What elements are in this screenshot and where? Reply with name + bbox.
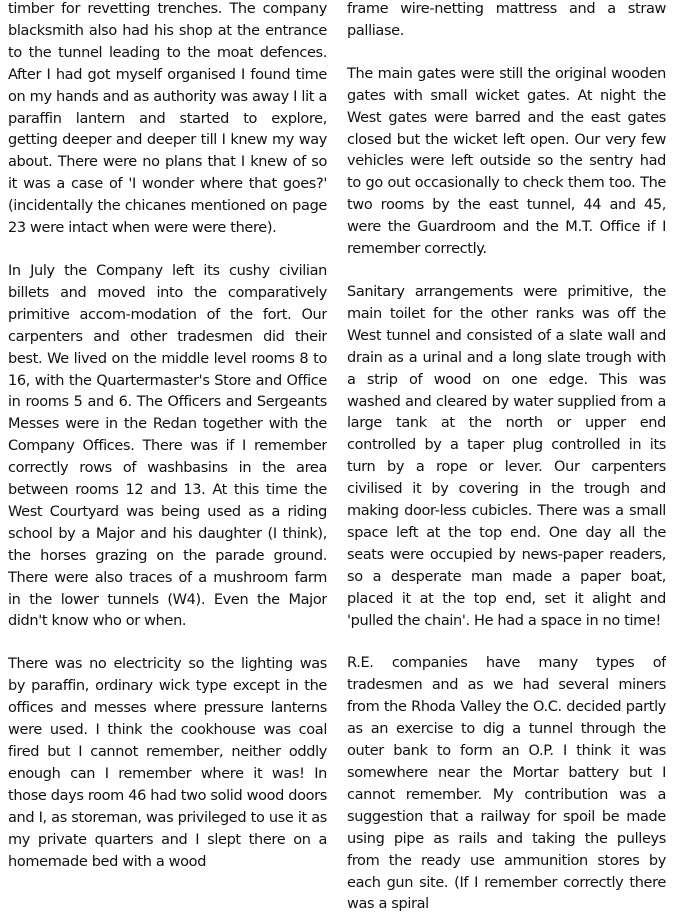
paragraph: The main gates were still the original wooden gates with small wicket gates. At night the West gates were barred and the east gates closed but the wicket left open. Our very few vehicles were left outside so the sentry had to go out occasionally to check them too. The two rooms by the east tunnel, 44 and 45, were the Guardroom and the M.T. Office if I remember correctly. — [347, 65, 666, 258]
right-column — [347, 0, 666, 913]
left-column — [8, 0, 327, 913]
paragraph: There was no electricity so the lighting was by paraffin, ordinary wick type except in the offices and messes where pressure lanterns were used. I think the cookhouse was coal fired but I cannot remember, neither oddly enough can I remember where it was! In those days room 46 had two solid wood doors and I, as storeman, was privileged to use it as my private quarters and I slept there on a homemade bed with a wood — [8, 656, 327, 870]
paragraph: R.E. companies have many types of tradesmen and as we had several miners from the Rhoda Valley the O.C. decided partly as an exercise to dig a tunnel through the outer bank to form an O.P. I think it was somewhere near the Mortar battery but I cannot remember. My contribution was a suggestion that a railway for spoil be made using pipe as rails and taking the pulleys from the ready use ammunition stores by each gun site. (If I remember correctly there was a spiral — [347, 655, 666, 913]
paragraph: timber for revetting trenches. The company blacksmith also had his shop at the entrance to the tunnel leading to the moat defences. After I had got myself organised I found time on my hands and as authority was away I lit a paraffin lantern and started to explore, getting deeper and deeper till I knew my way about. There were no plans that I knew of so it was a case of 'I wonder where that goes?' (incidentally the chicanes mentioned on page 23 were intact when were were there). — [8, 1, 327, 237]
paragraph: In July the Company left its cushy civilian billets and moved into the comparatively primitive accom-modation of the fort. Our carpenters and other tradesmen did their best. We lived on the middle level rooms 8 to 16, with the Quartermaster's Store and Office in rooms 5 and 6. The Officers and Sergeants Messes were in the Redan together with the Company Offices. There was if I remember correctly rows of washbasins in the area between rooms 12 and 13. At this time the West Courtyard was being used as a riding school by a Major and his daughter (I think), the horses grazing on the parade ground. There were also traces of a mushroom farm in the lower tunnels (W4). Even the Major didn't know who or when. — [8, 262, 327, 630]
paragraph: Sanitary arrangements were primitive, the main toilet for the other ranks was off the West tunnel and consisted of a slate wall and drain as a urinal and a long slate trough with a strip of wood on one edge. This was washed and cleared by water supplied from a large tank at the north or upper end controlled by a taper plug controlled in its turn by a rope or lever. Our carpenters civilised it by covering in the trough and making door-less cubicles. There was a small space left at the top end. One day all the seats were occupied by news-paper readers, so a desperate man made a paper boat, placed it at the top end, set it alight and 'pulled the chain'. He had a space in no time! — [347, 283, 666, 629]
paragraph: frame wire-netting mattress and a straw palliase. — [347, 1, 666, 39]
